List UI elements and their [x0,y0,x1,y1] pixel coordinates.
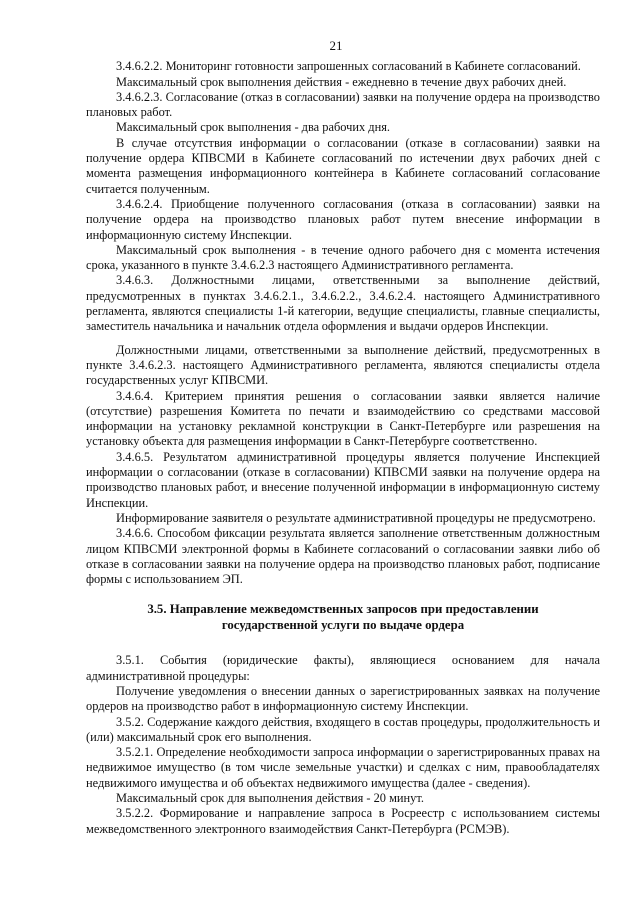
section-heading-line: 3.5. Направление межведомственных запросов при предоставлении [147,602,539,617]
paragraph-gap [86,335,600,343]
paragraph: Максимальный срок выполнения действия - ежедневно в течение двух рабочих дней. [116,74,567,89]
paragraph: 3.4.6.3. Должностными лицами, ответственными за выполнение действий, предусмотренных в пунктах 3.4.6.2.1., 3.4.6.2.2., 3.4.6.2.4. настоящего Административного регламента, являются специалисты 1-й категории, ведущие специалисты, главные специалисты, заместитель начальника и начальник отдела оформления и выдачи ордеров Инспекции. [86,273,600,334]
document-body [86,59,600,837]
paragraph: 3.4.6.4. Критерием принятия решения о согласовании заявки является наличие (отсутствие) разрешения Комитета по печати и взаимодействию со средствами массовой информации на установку рекламной конструкции в Санкт-Петербурге или разрешения на установку объекта для размещения информации в Санкт-Петербурге соответственно. [86,388,600,449]
paragraph: Максимальный срок выполнения - два рабочих дня. [116,120,391,135]
paragraph: 3.4.6.5. Результатом административной процедуры является получение Инспекцией информации о согласовании (отказе в согласовании) КПВСМИ заявки на получение ордера на производство плановых работ, и внесение полученной информации в информационную систему Инспекции. [86,449,600,510]
paragraph: 3.5.1. События (юридические факты), являющиеся основанием для начала административной процедуры: [86,653,600,683]
section-heading [86,601,600,633]
paragraph: Получение уведомления о внесении данных о зарегистрированных заявках на получение ордеров на производство работ в информационную систему Инспекции. [86,683,600,714]
paragraph: Максимальный срок выполнения - в течение одного рабочего дня с момента истечения срока, указанного в пункте 3.4.6.2.3 настоящего Административного регламента. [86,242,600,273]
paragraph: 3.4.6.2.3. Согласование (отказ в согласовании) заявки на получение ордера на производство плановых работ. [86,89,600,120]
paragraph: Максимальный срок для выполнения действия - 20 минут. [116,791,424,806]
page-number: 21 [329,38,343,53]
section-heading-line: государственной услуги по выдаче ордера [221,618,465,633]
paragraph: 3.5.2. Содержание каждого действия, входящего в состав процедуры, продолжительность и (или) максимальный срок его выполнения. [86,714,600,744]
paragraph: 3.5.2.1. Определение необходимости запроса информации о зарегистрированных правах на недвижимое имущество (в том числе земельные участки) и сделках с ним, правообладателях недвижимого имущества и об объектах недвижимого имущества (далее - сведения). [86,745,600,790]
paragraph: Должностными лицами, ответственными за выполнение действий, предусмотренных в пункте 3.4.6.2.3. настоящего Административного регламента, являются специалисты отдела государственных услуг КПВСМИ. [86,342,600,388]
paragraph: 3.4.6.2.2. Мониторинг готовности запрошенных согласований в Кабинете согласований. [116,59,581,74]
paragraph: 3.5.2.2. Формирование и направление запроса в Росреестр с использованием системы межведомственного электронного взаимодействия Санкт-Петербурга (РСМЭВ). [86,806,600,836]
paragraph: 3.4.6.6. Способом фиксации результата является заполнение ответственным должностным лицом КПВСМИ электронной формы в Кабинете согласований о согласовании заявки либо об отказе в согласовании заявки на получение ордера на производство плановых работ, подписание формы с использованием ЭП. [86,526,600,587]
paragraph: В случае отсутствия информации о согласовании (отказе в согласовании) заявки на получение ордера КПВСМИ в Кабинете согласований по истечении двух рабочих дней с момента размещения информационного контейнера в Кабинете согласований согласование считается полученным. [86,135,600,196]
paragraph: 3.4.6.2.4. Приобщение полученного согласования (отказа в согласовании) заявки на получение ордера на производство плановых работ путем внесение информации в информационную систему Инспекции. [86,196,600,242]
paragraph: Информирование заявителя о результате административной процедуры не предусмотрено. [116,510,596,525]
